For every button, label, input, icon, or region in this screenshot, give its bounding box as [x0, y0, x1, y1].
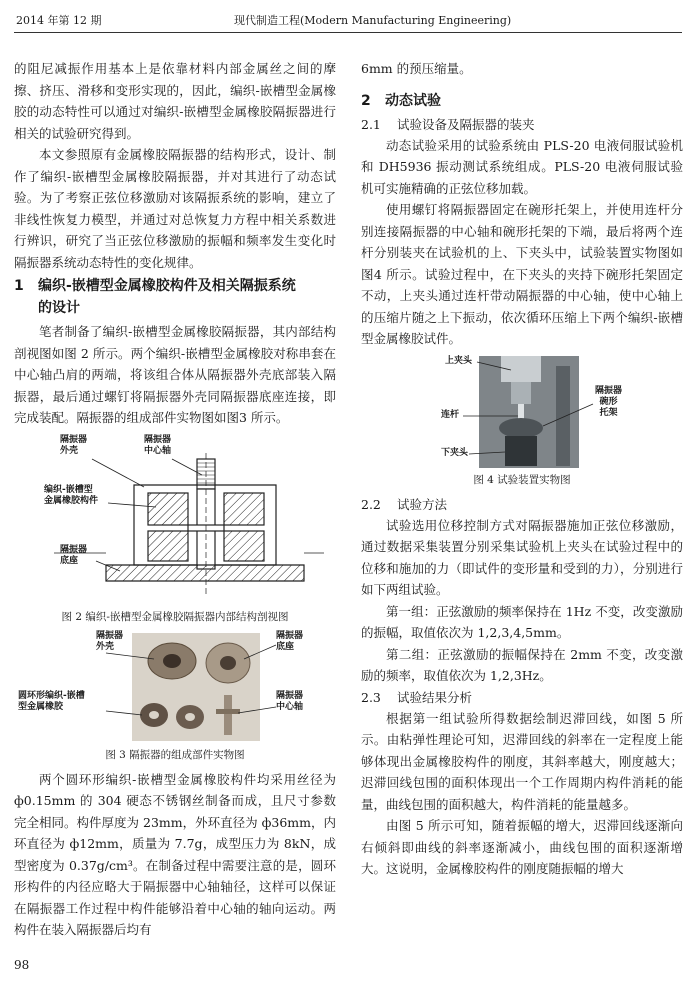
- paragraph: 两个圆环形编织-嵌槽型金属橡胶构件均采用丝径为 ф0.15mm 的 304 硬态不锈钢丝制备而成，且尺寸参数完全相同。构件厚度为 23mm，外环直径为 ф36mm，内环直径为 ф12mm，质量为 7.7g，成型压力为 8kN，成型密度为 0.37g/cm³。在制备过程中需要注意的是，圆环形构件的内径应略大于隔振器中心轴轴径，这样可以保证在隔振器工作过程中构件能够沿着中心轴的轴向运动。两构件在装入隔振器后均有: [14, 771, 336, 937]
- paragraph: 根据第一组试验所得数据绘制迟滞回线，如图 5 所示。由粘弹性理论可知，迟滞回线的斜率在一定程度上能够体现出金属橡胶构件的刚度，其斜率越大，刚度越大；迟滞回线包围的面积体现出一个工作周期内构件消耗的能量，曲线包围的面积越大，构件消耗的能量越多。: [361, 710, 683, 812]
- label-connecting-rod: 连杆: [441, 409, 460, 420]
- subsection-heading: [361, 114, 683, 135]
- label-shell: 隔振器 外壳: [96, 630, 124, 652]
- label-base: 隔振器 底座: [60, 544, 88, 566]
- label-shell: 隔振器 外壳: [60, 434, 88, 456]
- page-number: 98: [14, 958, 30, 972]
- subsection-number: 2.3: [361, 689, 381, 705]
- section-number: 1: [14, 278, 24, 294]
- subsection-number: 2.2: [361, 496, 381, 512]
- label-upper-clamp: 上夹头: [445, 355, 473, 366]
- paragraph: 动态试验采用的试验系统由 PLS-20 电液伺服试验机和 DH5936 振动测试系统组成。PLS-20 电液伺服试验机可实施精确的正弦位移加载。: [361, 137, 683, 196]
- journal-title: 现代制造工程(Modern Manufacturing Engineering): [234, 14, 512, 27]
- subsection-heading: [361, 494, 683, 515]
- test-rig-photo: [361, 356, 683, 468]
- subsection-title: 试验结果分析: [397, 689, 473, 705]
- paragraph: 笔者制备了编织-嵌槽型金属橡胶隔振器，其内部结构剖视图如图 2 所示。两个编织-嵌槽型金属橡胶对称串套在中心轴凸肩的两端，将该组合体从隔振器外壳底部装入隔振器，最后通过螺钉将隔振器外壳同隔振器底座连接，即完成装配。隔振器的组成部件实物图如图3 所示。: [14, 324, 336, 425]
- page-header: [14, 8, 682, 33]
- issue-label: 2014 年第 12 期: [16, 14, 102, 27]
- section-title: 编织-嵌槽型金属橡胶构件及相关隔振系统: [38, 278, 296, 294]
- paragraph: 使用螺钉将隔振器固定在碗形托架上，并使用连杆分别连接隔振器的中心轴和碗形托架的下端，最后将两个连杆分别装夹在试验机的上、下夹头中，试验装置实物图如图4 所示。试验过程中，在下夹头的夹持下碗形托架固定不动，上夹头通过连杆带动隔振器的中心轴，使中心轴上的压缩片随之上下振动，依次循环压缩上下两个编织-嵌槽型金属橡胶试件。: [361, 202, 683, 346]
- paragraph: 的阻尼减振作用基本上是依靠材料内部金属丝之间的摩擦、挤压、滑移和变形实现的，因此，编织-嵌槽型金属橡胶的动态特性可以通过对编织-嵌槽型金属橡胶隔振器进行相关的试验研究得到。: [14, 61, 336, 141]
- label-rubber: 圆环形编织-嵌槽 型金属橡胶: [18, 690, 85, 712]
- subsection-title: 试验设备及隔振器的装夹: [397, 116, 535, 132]
- subsection-number: 2.1: [361, 116, 381, 132]
- paragraph: 第二组：正弦激励的振幅保持在 2mm 不变，改变激励的频率，取值依次为 1,2,3Hz。: [361, 646, 683, 683]
- right-column: [361, 58, 683, 880]
- section-number: 2: [361, 92, 371, 109]
- paragraph: 本文参照原有金属橡胶隔振器的结构形式，设计、制作了编织-嵌槽型金属橡胶隔振器，并对其进行了动态试验。为了考察正弦位移激励对该隔振系统的影响，建立了非线性恢复力模型，并通过对总恢复力方程中相关系数进行辨识，研究了当正弦位移激励的振幅和频率发生变化时隔振器系统动态特性的变化规律。: [14, 147, 336, 270]
- label-rubber: 编织-嵌槽型 金属橡胶构件: [44, 484, 99, 506]
- cross-section-diagram: [14, 435, 336, 605]
- label-bracket: 隔振器 碗形 托架: [595, 385, 623, 418]
- label-lower-clamp: 下夹头: [441, 447, 469, 458]
- paragraph: 6mm 的预压缩量。: [361, 61, 472, 76]
- figure-3: [14, 631, 336, 743]
- figure-4: [361, 356, 683, 468]
- label-center-axis: 隔振器 中心轴: [276, 690, 304, 712]
- paragraph: 由图 5 所示可知，随着振幅的增大，迟滞回线逐渐向右倾斜即曲线的斜率逐渐减小，曲线包围的面积逐渐增大。这说明，金属橡胶构件的刚度随振幅的增大: [361, 818, 683, 876]
- label-center-axis: 隔振器 中心轴: [144, 434, 172, 456]
- figure-4-caption: 图 4 试验装置实物图: [473, 473, 571, 486]
- figure-2-caption: 图 2 编织-嵌槽型金属橡胶隔振器内部结构剖视图: [61, 610, 289, 623]
- figure-3-caption: 图 3 隔振器的组成部件实物图: [105, 748, 245, 761]
- figure-2: [14, 435, 336, 605]
- section-heading: [14, 275, 336, 319]
- paragraph: 试验选用位移控制方式对隔振器施加正弦位移激励，通过数据采集装置分别采集试验机上夹头在试验过程中的位移和施加的力（即试件的变形量和受到的力），分别进行如下两组试验。: [361, 517, 683, 597]
- section-heading: [361, 90, 683, 112]
- section-title: 动态试验: [385, 92, 441, 109]
- paragraph: 第一组：正弦激励的频率保持在 1Hz 不变，改变激励的振幅，取值依次为 1,2,3,4,5mm。: [361, 603, 683, 640]
- label-base: 隔振器 底座: [276, 630, 304, 652]
- subsection-title: 试验方法: [397, 496, 448, 512]
- left-column: [14, 58, 336, 941]
- subsection-heading: [361, 687, 683, 708]
- section-title-cont: 的设计: [38, 300, 80, 316]
